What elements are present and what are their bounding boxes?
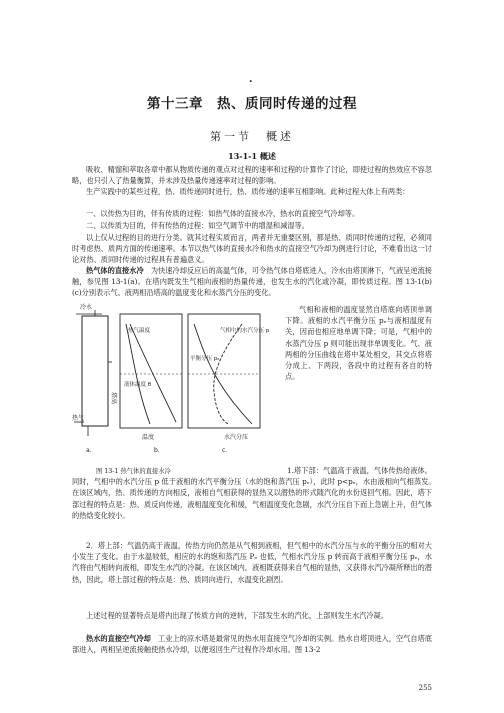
label-liquid-temp: 液体温度 θ bbox=[124, 382, 152, 388]
paragraph-2: 生产实践中的某些过程，热、质传递同时进行，热、质传递的速率互相影响。此种过程大体上有两类： bbox=[86, 187, 410, 196]
label-cold-water: 冷水 bbox=[80, 304, 93, 311]
page-number: 255 bbox=[418, 684, 432, 692]
paragraph-6 bbox=[72, 265, 432, 299]
label-balance-p: 平衡分压 pₑ bbox=[190, 356, 220, 362]
header-dot: . bbox=[249, 74, 253, 85]
paragraph-10: 上述过程的显著特点是塔内出现了传质方向的逆转，下部发生水的汽化，上部则发生水汽冷凝。 bbox=[86, 611, 388, 620]
label-hot-gas: 热气 bbox=[72, 415, 85, 422]
label-gas-vapor-p: 气相中的水汽分压 p bbox=[220, 328, 270, 334]
paragraph-5: 以上仅从过程的目的进行分类。就其过程实质而言，两者并无重要区别，都是热、质同时传递的过程，必须同时考虑热、质两方面的传递速率。本节以热气体的直接水冷和热水的直接空气冷却为例进行讨论，不难看出这一讨论对热、质同时传递的过程具有普遍意义。 bbox=[72, 233, 432, 265]
paragraph-6-lead: 热气体的直接水冷 bbox=[86, 266, 144, 275]
label-tag-c: c. bbox=[222, 447, 228, 454]
figure-caption: 图 13-1 热气体的直接水冷 bbox=[96, 468, 171, 475]
paragraph-11-lead: 热水的直接空气冷却 bbox=[86, 634, 151, 643]
paragraph-9: 2．塔上部：气温仍高于液温，传热方向仍然是从气相到液相，但气相中的水汽分压与水的平衡分压的相对大小发生了变化。由于水温较低，相应的水的饱和蒸汽压 Pₑ 也低，气相水汽分压 p 转而高于液相平衡分压 pₑ，水汽将由气相转向液相，即发生水汽的冷凝。在该区域内，液相既获得来自气相的显热，又获得水汽冷凝所释出的潜热，因此，塔上部过程的特点是：热、质同向进行，水温变化剧烈。 bbox=[72, 541, 432, 584]
paragraph-3: 一、以传热为目的，伴有传质的过程：如热气体的直接水冷，热水的直接空气冷却等。 bbox=[86, 209, 360, 218]
paragraph-4: 二、以传质为目的，伴有传热的过程：如空气调节中的增湿和减湿等。 bbox=[86, 221, 309, 230]
paragraph-11 bbox=[72, 633, 432, 655]
label-temp-axis: 温度 bbox=[142, 434, 155, 441]
label-tag-a: a. bbox=[86, 447, 92, 454]
paragraph-6-text: 为快速冷却反应后的高温气体，可令热气体自塔底进入，冷水由塔顶淋下，气液呈逆流接触，参见图 13-1(a)。在塔内既发生气相向液相的热量传递，也发生水的汽化或冷凝，即传质过程。图 13-1(b) (c)分别表示气、液两相沿塔高的温度变化和水蒸汽分压的变化。 bbox=[72, 266, 432, 298]
label-tower-height: 塔高 bbox=[110, 392, 117, 405]
balance-pressure-curve bbox=[194, 324, 252, 424]
paragraph-7: 气相和液相的温度显然自塔底向塔顶单调下降。液相的水汽平衡分压 pₑ与液相温度有关，因而也相应地单调下降；可是，气相中的水蒸汽分压 p 则可能出现非单调变化。气、液两相的分压曲线在塔中某处相交，其交点将塔分成上、下两段，各段中的过程有各自的特点。 bbox=[285, 305, 432, 382]
paragraph-1: 吸收、精馏和萃取各章中都从物质传递的观点对过程的速率和过程的计算作了讨论，即使过程的热效应不容忽略，也只引入了热量衡算，并未涉及热量传递速率对过程的影响。 bbox=[72, 165, 432, 186]
label-tag-b: b. bbox=[154, 447, 160, 454]
paragraph-11-text: 工业上的凉水塔是最常见的热水用直接空气冷却的实例。热水自塔顶进入，空气自塔底部进入，两相呈逆流接触使热水冷却，以便返回生产过程作冷却水用。图 13-2 bbox=[72, 634, 432, 655]
label-gas-temp: 热气温度 bbox=[128, 328, 151, 334]
gas-temp-curve bbox=[130, 324, 176, 422]
chapter-title: 第十三章 热、质同时传递的过程 bbox=[147, 96, 357, 112]
label-vapor-axis: 水汽分压 bbox=[224, 434, 249, 441]
paragraph-8: 1.塔下部：气温高于液温，气体传热给液体。同时，气相中的水汽分压 p 低于液相的水汽平衡分压（水的饱和蒸汽压 pₑ），此时 p<pₑ，水由液相向气相蒸发。 在该区域内，热、质传递的方向相反，液相自气相获得的显热又以潜热的形式随汽化的水份返回气相。因此，塔下部过程的特点是：热、质反向传递，液相温度变化和缓，气相温度变化急剧，水汽分压自下而上急剧上升，但气体的热焓变化较小。 bbox=[72, 466, 440, 520]
figure-13-1 bbox=[72, 302, 282, 462]
subsection-title: 13-1-1 概述 bbox=[228, 151, 276, 161]
section-title: 第一节 概述 bbox=[210, 130, 294, 143]
